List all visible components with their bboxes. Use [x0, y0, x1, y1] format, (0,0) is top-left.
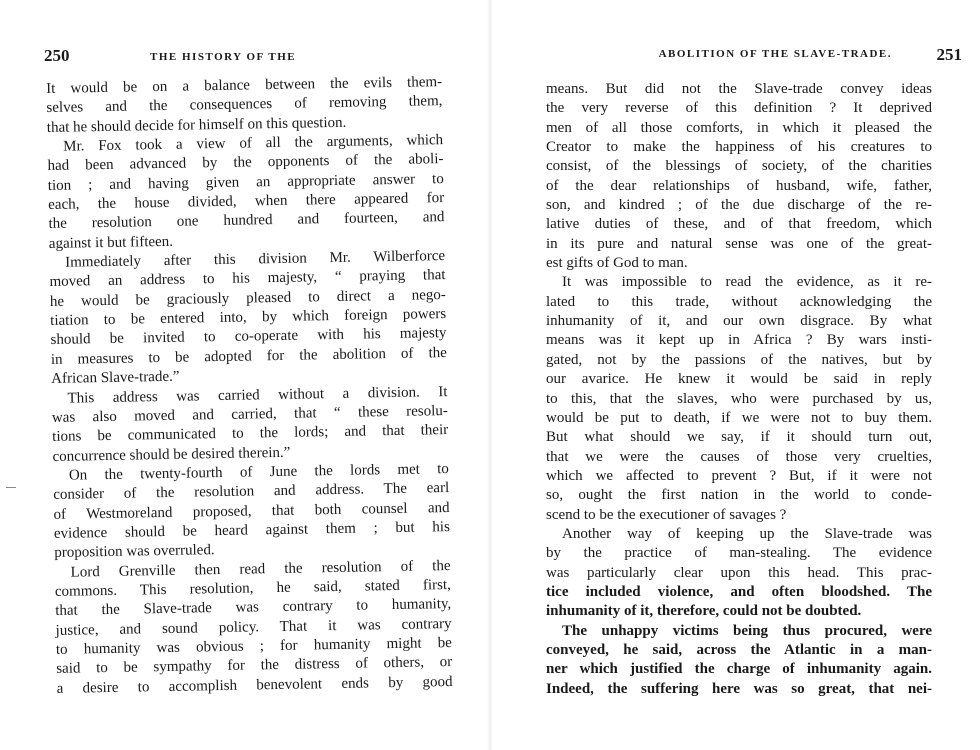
text-line: by the practice of man-stealing. The evidence [546, 545, 932, 562]
text-line: said to be sympathy for the distress of others, or [56, 654, 453, 678]
text-line: tion ; and having given an appropriate answer to [47, 170, 444, 194]
text-line: the resolution one hundred and fourteen, and [48, 209, 445, 233]
text-line: was particularly clear upon this head. This prac- [546, 564, 932, 581]
margin-mark [6, 487, 16, 488]
text-line: was also moved and carried, that “ these resolu- [51, 402, 448, 426]
text-line: so, ought the first nation in the world to conde- [546, 487, 932, 504]
text-line: Mr. Fox took a view of all the arguments, which [63, 132, 444, 155]
text-line: inhumanity of it, and our own disgrace. By what [546, 313, 932, 330]
text-line: consider of the resolution and address. The earl [53, 480, 450, 504]
text-line: Indeed, the suffering here was so great, that nei- [546, 680, 932, 697]
text-line: tiation to be entered into, by which foreign powers [50, 306, 447, 330]
text-line: evidence should be heard against them ; but his [53, 518, 451, 542]
text-line: But what should we say, if it should turn out, [546, 429, 932, 446]
text-line: It would be on a balance between the evils them- [46, 74, 443, 97]
text-line: inhumanity of it, therefore, could not be doubted. [546, 603, 862, 620]
left-page-number: 250 [44, 46, 70, 65]
text-line: Lord Grenville then read the resolution of the [70, 557, 451, 581]
text-line: gated, not by the passions of the natives, but by [546, 351, 932, 368]
right-running-head: ABOLITION OF THE SLAVE-TRADE. [658, 48, 892, 60]
text-line: lated to this trade, without acknowledging the [546, 293, 932, 310]
text-line: justice, and sound policy. That it was contrary [55, 615, 452, 639]
text-line: that we were the causes of those very cruelties, [546, 448, 932, 465]
text-line: scend to be the executioner of savages ? [546, 506, 787, 523]
text-line: lative duties of these, and of that freedom, which [546, 216, 932, 233]
text-line: of the dear relationships of husband, wife, father, [546, 177, 932, 194]
text-line: that the Slave-trade was contrary to humanity, [55, 596, 452, 620]
right-page-text [546, 80, 932, 699]
text-line: It was impossible to read the evidence, as it re- [562, 274, 932, 291]
right-page-number: 251 [936, 45, 962, 64]
text-line: should be invited to co-operate with his majesty [50, 325, 447, 349]
right-page [490, 0, 980, 750]
text-line: that he should decide for himself on this question. [46, 114, 347, 136]
text-line: moved an address to his majesty, “ praying that [49, 267, 446, 291]
text-line: est gifts of God to man. [546, 255, 688, 272]
text-line: Another way of keeping up the Slave-trade was [562, 525, 932, 542]
text-line: Immediately after this division Mr. Wilberforce [65, 248, 446, 271]
right-page-header [590, 46, 962, 68]
text-line: men of all those comforts, in which it pleased the [546, 119, 932, 136]
text-line: in measures to be adopted for the abolition of the [50, 344, 447, 368]
text-line: African Slave-trade.” [51, 368, 180, 388]
text-line: of Westmoreland proposed, that both counsel and [53, 499, 450, 523]
text-line: son, and kindred ; of the due discharge of the re- [546, 197, 932, 214]
text-line: commons. This resolution, he said, stated first, [54, 576, 452, 600]
text-line: tice included violence, and often bloodshed. The [546, 583, 932, 600]
text-line: he would be graciously pleased to direct a nego- [49, 286, 446, 310]
text-line: ner which justified the charge of inhumanity again. [546, 661, 932, 678]
text-line: against it but fifteen. [48, 233, 174, 252]
text-line: proposition was overruled. [54, 542, 215, 562]
text-line: means. But did not the Slave-trade convey ideas [546, 81, 932, 97]
text-line: This address was carried without a division. It [67, 383, 448, 407]
text-line: would be put to death, if we were not to buy them. [546, 409, 932, 426]
text-line: the very reverse of this definition ? It deprived [546, 100, 932, 117]
text-line: to humanity was obvious ; for humanity might be [55, 634, 453, 658]
text-line: which we affected to prevent ? But, if it were not [546, 467, 932, 484]
text-line: in its pure and natural sense was one of the great- [546, 235, 932, 252]
text-line: Creator to make the happiness of his creatures to [546, 139, 932, 156]
text-line: conveyed, he said, across the Atlantic in a man- [546, 641, 932, 658]
left-running-head: THE HISTORY OF THE [150, 51, 297, 63]
text-line: to this, that the slaves, who were purchased by us, [546, 390, 932, 407]
text-line: selves and the consequences of removing them, [46, 93, 443, 117]
text-line: means was it kept up in Africa ? By wars insti- [546, 332, 932, 349]
text-line: consist, of the blessings of society, of the charities [546, 158, 932, 175]
text-line: concurrence should be desired therein.” [52, 444, 291, 465]
text-line: a desire to accomplish benevolent ends by good [56, 673, 453, 697]
text-line: tions be communicated to the lords; and that their [52, 422, 449, 446]
text-line: On the twenty-fourth of June the lords met to [68, 460, 449, 484]
left-page-text [46, 73, 453, 699]
text-line: our avarice. He knew it would be said in reply [546, 371, 932, 388]
text-line: each, the house divided, when there appeared for [48, 190, 445, 214]
text-line: The unhappy victims being thus procured, were [562, 622, 932, 639]
left-page-header [44, 46, 464, 68]
text-line: had been advanced by the opponents of the aboli- [47, 151, 444, 175]
